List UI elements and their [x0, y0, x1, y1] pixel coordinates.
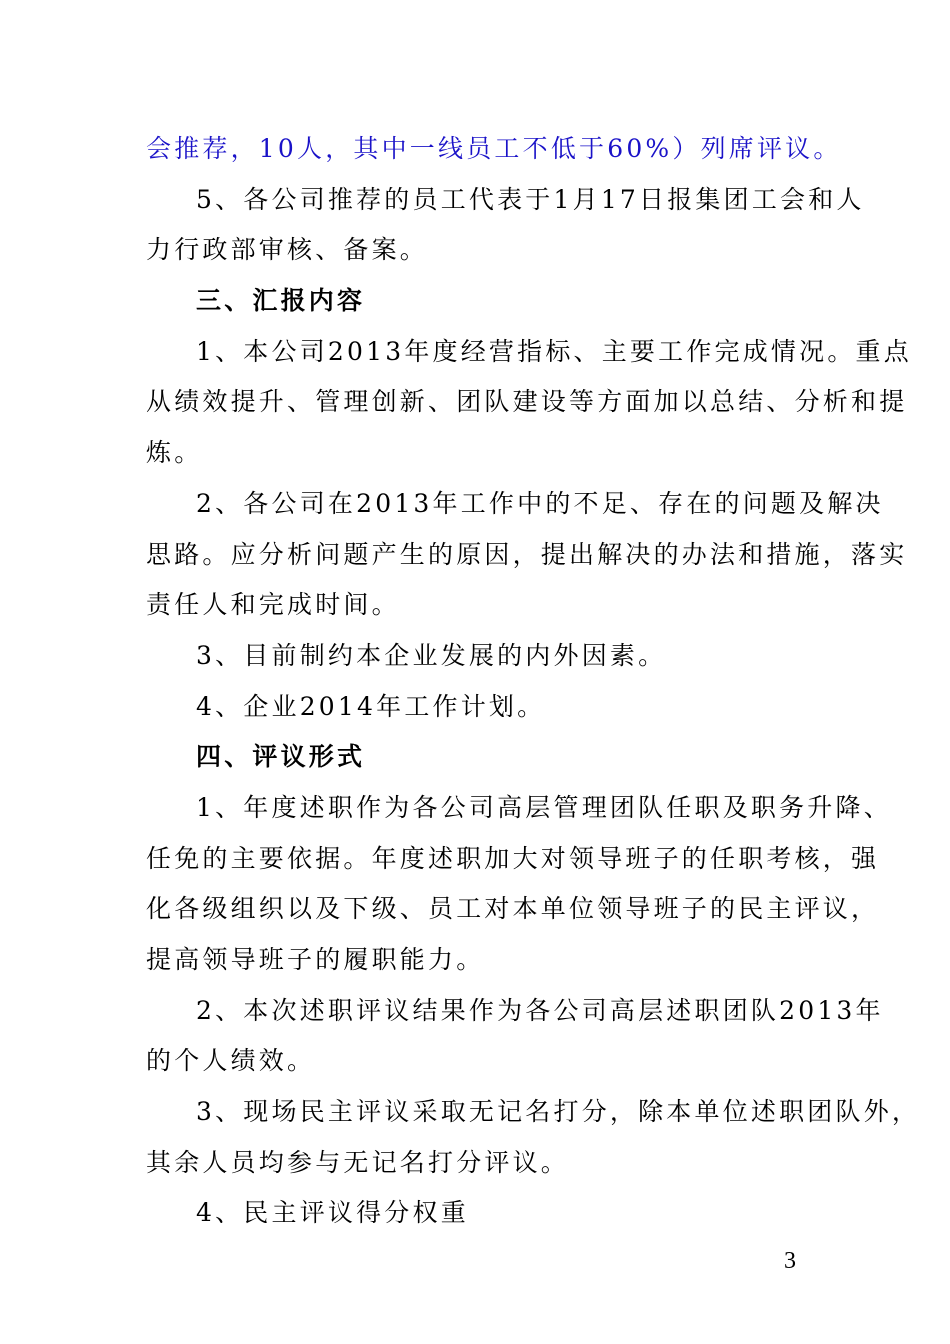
paragraph-line-item-2: 2、各公司在2013年工作中的不足、存在的问题及解决 — [196, 488, 884, 518]
body-text — [146, 124, 921, 1239]
paragraph-line: 化各级组织以及下级、员工对本单位领导班子的民主评议， — [146, 894, 880, 924]
paragraph-line: 的个人绩效。 — [146, 1046, 316, 1076]
paragraph-line: 炼。 — [146, 438, 203, 468]
paragraph-line: 责任人和完成时间。 — [146, 590, 400, 620]
paragraph-line-item-4: 4、企业2014年工作计划。 — [196, 691, 546, 721]
paragraph-line-item-1: 1、本公司2013年度经营指标、主要工作完成情况。重点 — [196, 336, 912, 366]
paragraph-line-item-3: 3、目前制约本企业发展的内外因素。 — [196, 640, 667, 670]
paragraph-line-item-4: 4、民主评议得分权重 — [196, 1198, 469, 1228]
page-number: 3 — [784, 1248, 796, 1274]
paragraph-line-item-2: 2、本次述职评议结果作为各公司高层述职团队2013年 — [196, 995, 884, 1025]
paragraph-line: 力行政部审核、备案。 — [146, 235, 429, 265]
paragraph-line-item-5: 5、各公司推荐的员工代表于1月17日报集团工会和人 — [196, 184, 865, 214]
paragraph-line: 任免的主要依据。年度述职加大对领导班子的任职考核，强 — [146, 843, 880, 873]
paragraph-line: 提高领导班子的履职能力。 — [146, 945, 485, 974]
paragraph-line: 其余人员均参与无记名打分评议。 — [146, 1147, 570, 1177]
section-heading-3: 三、汇报内容 — [196, 286, 366, 316]
paragraph-line-continuation: 会推荐，10人，其中一线员工不低于60%）列席评议。 — [146, 134, 842, 163]
paragraph-line: 思路。应分析问题产生的原因，提出解决的办法和措施，落实 — [146, 539, 908, 569]
paragraph-line: 从绩效提升、管理创新、团队建设等方面加以总结、分析和提 — [146, 387, 908, 417]
paragraph-line-item-1: 1、年度述职作为各公司高层管理团队任职及职务升降、 — [196, 792, 892, 822]
section-heading-4: 四、评议形式 — [196, 742, 366, 772]
paragraph-line-item-3: 3、现场民主评议采取无记名打分，除本单位述职团队外， — [196, 1097, 921, 1127]
